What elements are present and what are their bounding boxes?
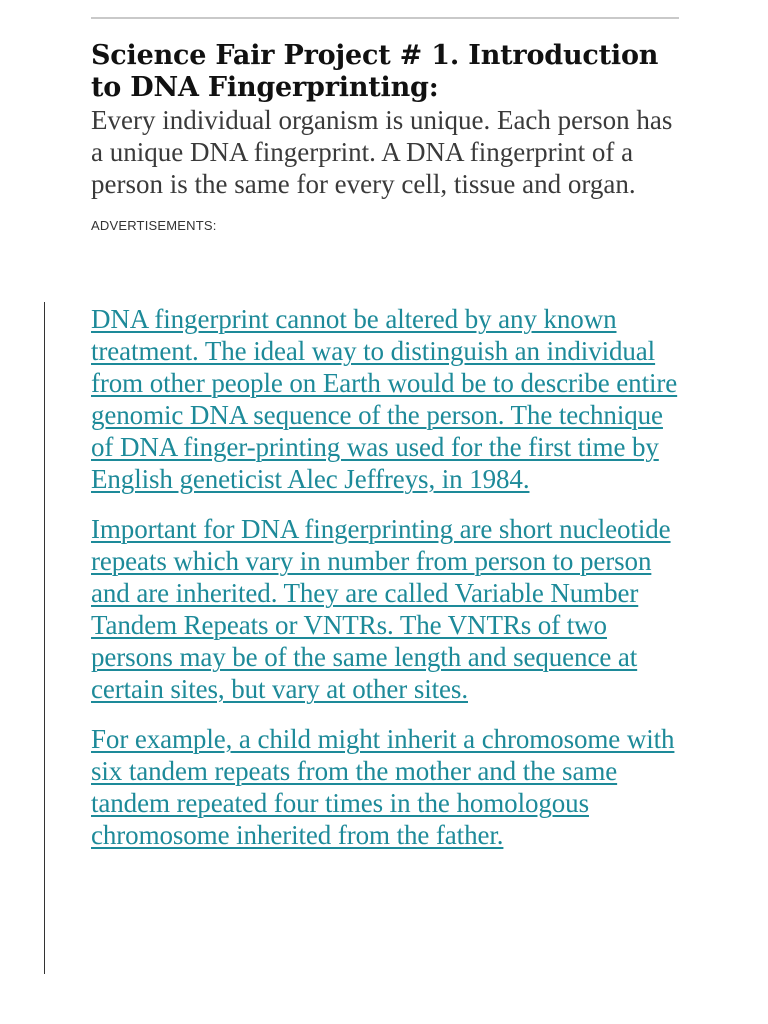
paragraph-3-link[interactable]: For example, a child might inherit a chromosome with six tandem repeats from the mother and the same tandem repeated four times in the homologous chromosome inherited from the father. xyxy=(91,724,675,850)
paragraph-1-link[interactable]: DNA fingerprint cannot be altered by any known treatment. The ideal way to distinguish an individual from other people on Earth would be to describe entire genomic DNA sequence of the person. The technique of DNA finger-printing was used for the first time by English geneticist Alec Jeffreys, in 1984. xyxy=(91,304,678,494)
linked-content xyxy=(91,303,691,869)
paragraph-2-link[interactable]: Important for DNA fingerprinting are short nucleotide repeats which vary in number from person to person and are inherited. They are called Variable Number Tandem Repeats or VNTRs. The VNTRs of two persons may be of the same length and sequence at certain sites, but vary at other sites. xyxy=(91,514,671,704)
blockquote-bar xyxy=(44,302,45,974)
paragraph-3 xyxy=(91,723,691,851)
paragraph-2 xyxy=(91,513,691,705)
paragraph-1 xyxy=(91,303,691,495)
article-header xyxy=(91,40,691,234)
intro-paragraph: Every individual organism is unique. Each person has a unique DNA fingerprint. A DNA fingerprint of a person is the same for every cell, tissue and organ. xyxy=(91,105,673,199)
advertisements-label: ADVERTISEMENTS: xyxy=(91,218,217,233)
top-divider xyxy=(91,17,679,19)
article-title: Science Fair Project # 1. Introduction to DNA Fingerprinting: xyxy=(91,40,659,103)
